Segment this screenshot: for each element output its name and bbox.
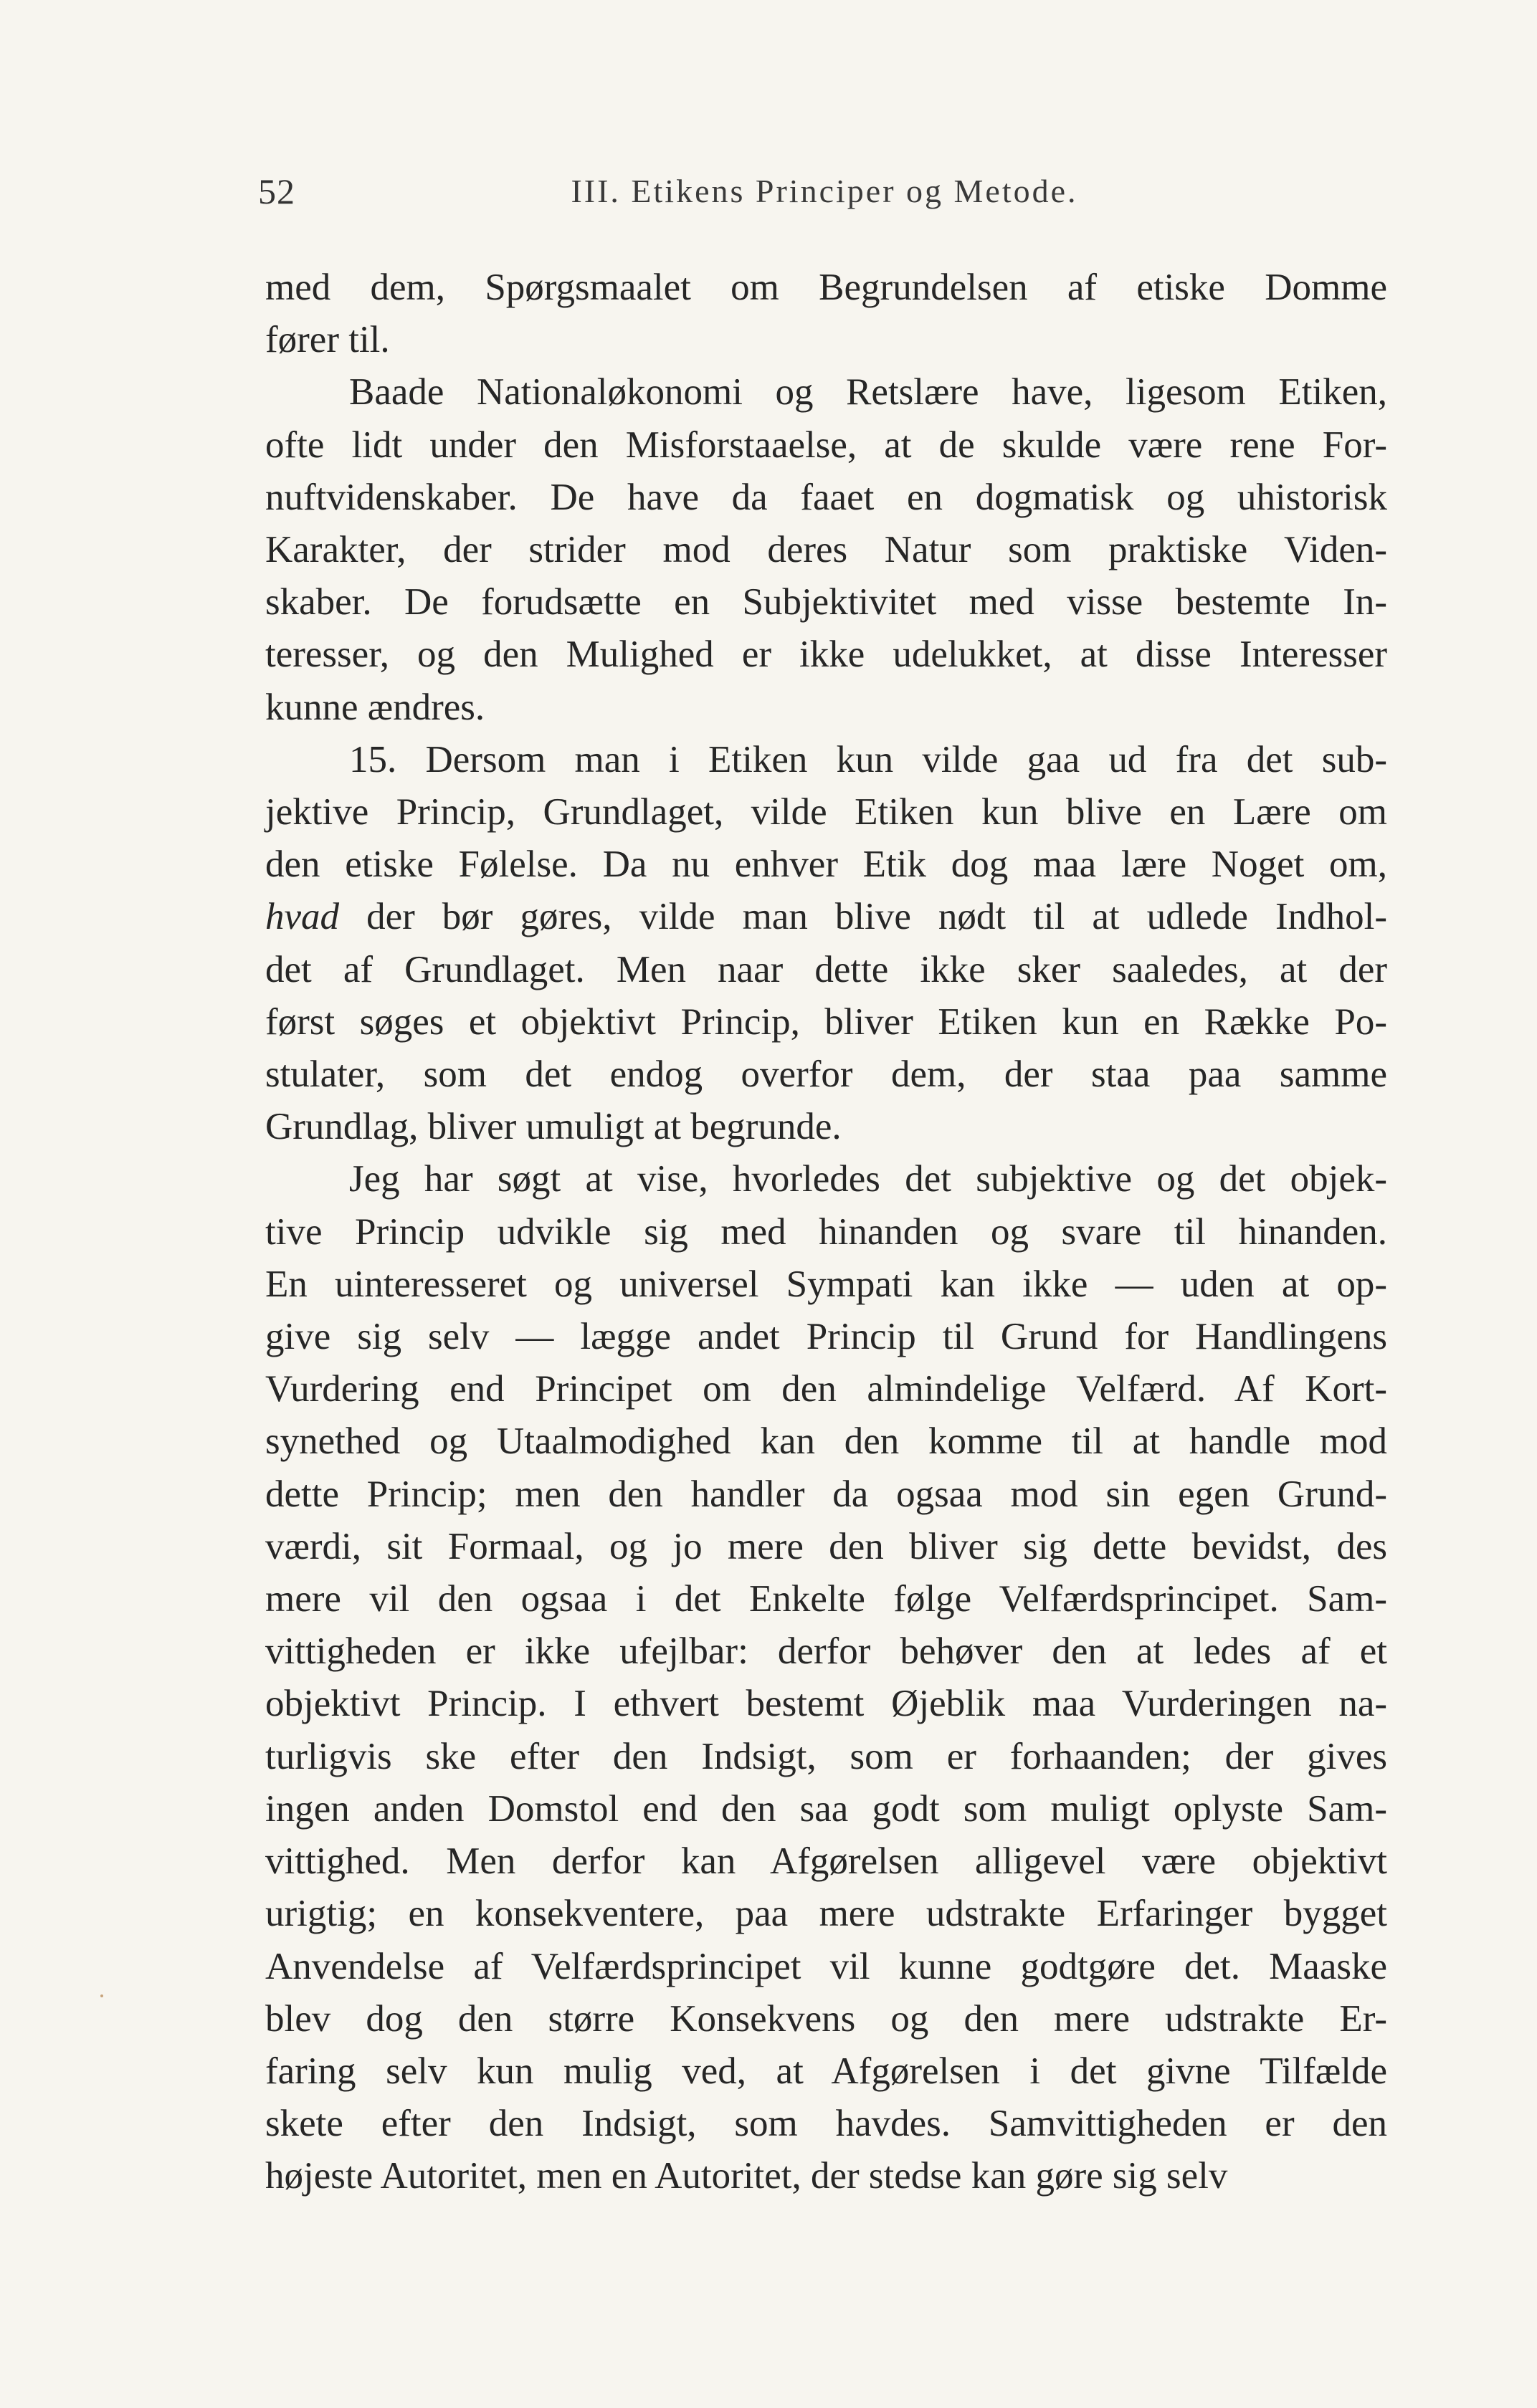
text-line: den etiske Følelse. Da nu enhver Etik dog maa lære Noget om,	[265, 844, 1387, 886]
text-line: Baade Nationaløkonomi og Retslære have, ligesom Etiken,	[349, 371, 1387, 414]
text-line: Anvendelse af Velfærdsprincipet vil kunne godtgøre det. Maaske	[265, 1945, 1387, 1987]
page-header	[258, 166, 1391, 216]
text-line: ofte lidt under den Misforstaaelse, at de skulde være rene For-	[265, 424, 1387, 466]
text-line: fører til.	[265, 319, 390, 361]
text-line: En uinteresseret og universel Sympati kan ikke — uden at op-	[265, 1263, 1387, 1305]
text-line: give sig selv — lægge andet Princip til Grund for Handlingens	[265, 1316, 1387, 1358]
text-line: tive Princip udvikle sig med hinanden og svare til hinanden.	[265, 1210, 1387, 1253]
paragraph	[265, 734, 1387, 1154]
text-line: nuftvidenskaber. De have da faaet en dogmatisk og uhistorisk	[265, 476, 1387, 518]
paragraph	[265, 1153, 1387, 2202]
text-line: 15. Dersom man i Etiken kun vilde gaa ud fra det sub-	[349, 738, 1387, 780]
paper-speck	[100, 1994, 103, 1997]
text-line: skaber. De forudsætte en Subjektivitet med visse bestemte In-	[265, 581, 1387, 624]
text-line: faring selv kun mulig ved, at Afgørelsen i det givne Tilfælde	[265, 2050, 1387, 2092]
text-line: skete efter den Indsigt, som havdes. Samvittigheden er den	[265, 2103, 1387, 2145]
text-line: turligvis ske efter den Indsigt, som er forhaanden; der gives	[265, 1735, 1387, 1777]
paragraph	[265, 262, 1387, 366]
text-line: dette Princip; men den handler da ogsaa mod sin egen Grund-	[265, 1473, 1387, 1515]
text-line: jektive Princip, Grundlaget, vilde Etiken kun blive en Lære om	[265, 791, 1387, 833]
text-line: Jeg har søgt at vise, hvorledes det subjektive og det objek-	[349, 1158, 1387, 1200]
running-head: III. Etikens Principer og Metode.	[571, 173, 1078, 209]
paragraph	[265, 366, 1387, 733]
text-line: ingen anden Domstol end den saa godt som muligt oplyste Sam-	[265, 1787, 1387, 1830]
text-line: teresser, og den Mulighed er ikke udelukket, at disse Interesser	[265, 634, 1387, 676]
text-line: Grundlag, bliver umuligt at begrunde.	[265, 1106, 842, 1148]
text-line: højeste Autoritet, men en Autoritet, der stedse kan gøre sig selv	[265, 2155, 1228, 2197]
text-line: med dem, Spørgsmaalet om Begrundelsen af etiske Domme	[265, 267, 1387, 308]
text-line: synethed og Utaalmodighed kan den komme til at handle mod	[265, 1420, 1387, 1463]
text-line: værdi, sit Formaal, og jo mere den bliver sig dette bevidst, des	[265, 1525, 1387, 1567]
text-line: det af Grundlaget. Men naar dette ikke sker saaledes, at der	[265, 948, 1387, 990]
text-line: Vurdering end Principet om den almindelige Velfærd. Af Kort-	[265, 1368, 1387, 1410]
text-line: først søges et objektivt Princip, bliver Etiken kun en Række Po-	[265, 1000, 1387, 1043]
text-line: vittighed. Men derfor kan Afgørelsen alligevel være objektivt	[265, 1840, 1387, 1883]
text-line: kunne ændres.	[265, 686, 485, 728]
text-line: urigtig; en konsekventere, paa mere udstrakte Erfaringer bygget	[265, 1893, 1387, 1935]
text-line: vittigheden er ikke ufejlbar: derfor behøver den at ledes af et	[265, 1630, 1387, 1673]
body-text	[265, 262, 1387, 2203]
text-line: mere vil den ogsaa i det Enkelte følge Velfærdsprincipet. Sam-	[265, 1578, 1387, 1620]
text-line: Karakter, der strider mod deres Natur som praktiske Viden-	[265, 529, 1387, 571]
page-number: 52	[258, 171, 295, 211]
emphasis: hvad	[265, 896, 340, 938]
text-line: hvad der bør gøres, vilde man blive nødt til at udlede Indhol-	[265, 896, 1387, 938]
text-line: blev dog den større Konsekvens og den mere udstrakte Er-	[265, 1997, 1387, 2040]
text-line: objektivt Princip. I ethvert bestemt Øjeblik maa Vurderingen na-	[265, 1683, 1387, 1725]
text-line: stulater, som det endog overfor dem, der staa paa samme	[265, 1054, 1387, 1096]
